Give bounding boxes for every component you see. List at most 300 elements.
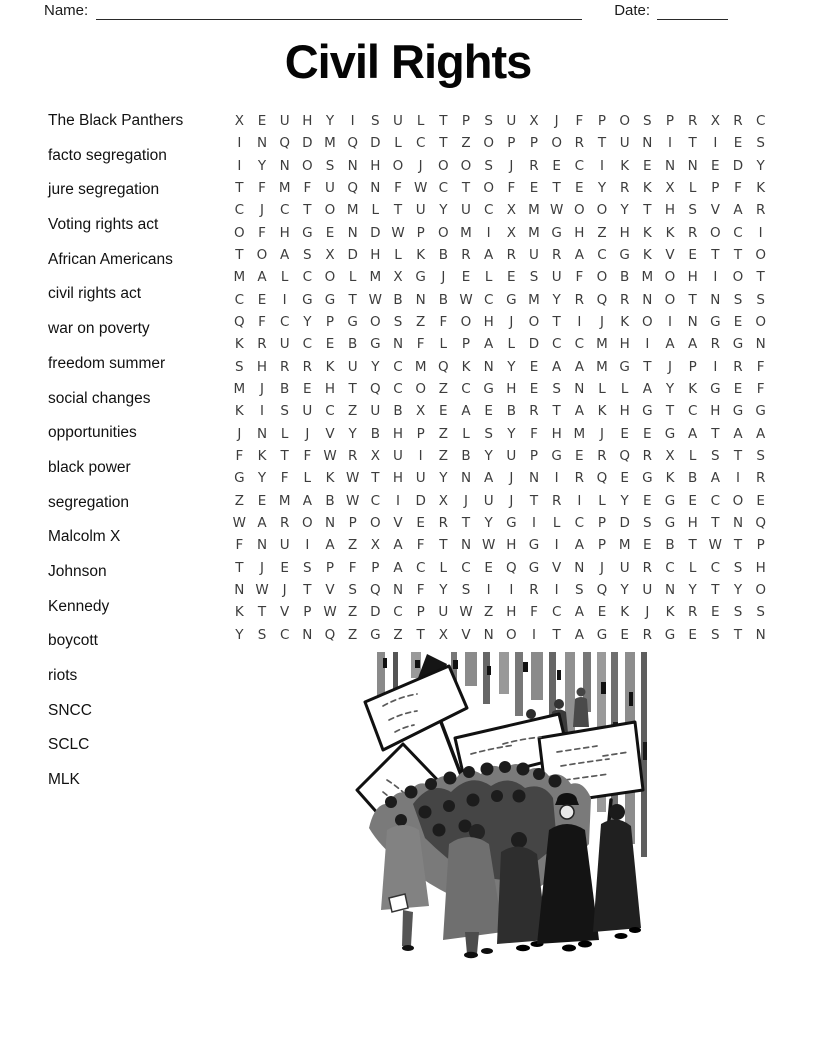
grid-cell: Z — [461, 135, 471, 152]
grid-cell: G — [528, 537, 540, 554]
grid-cell: I — [282, 291, 287, 308]
grid-cell: V — [461, 626, 471, 643]
grid-cell: S — [575, 582, 584, 599]
grid-cell: E — [257, 291, 267, 308]
grid-cell: B — [348, 336, 358, 353]
grid-cell: C — [483, 291, 494, 308]
grid-cell: Z — [438, 425, 448, 442]
grid-cell: N — [347, 157, 358, 174]
grid-cell: S — [756, 135, 765, 152]
grid-cell: N — [256, 135, 268, 152]
grid-cell: R — [347, 448, 358, 465]
grid-cell: A — [393, 559, 403, 576]
grid-cell: T — [439, 113, 448, 130]
grid-cell: S — [393, 314, 403, 331]
grid-cell: M — [278, 492, 291, 509]
grid-cell: S — [325, 157, 335, 174]
grid-cell: O — [392, 157, 404, 174]
grid-cell: W — [255, 582, 269, 599]
grid-cell: Q — [596, 582, 608, 599]
grid-cell: G — [732, 403, 744, 420]
grid-cell: R — [642, 559, 653, 576]
grid-cell: T — [280, 448, 289, 465]
grid-cell: N — [483, 626, 494, 643]
grid-cell: U — [619, 135, 630, 152]
grid-cell: G — [619, 358, 630, 375]
grid-cell: H — [687, 269, 698, 286]
grid-cell: B — [280, 381, 290, 398]
grid-cell: P — [348, 515, 357, 532]
grid-cell: Q — [619, 448, 630, 465]
grid-cell: U — [393, 448, 403, 465]
grid-cell: L — [598, 492, 606, 509]
grid-cell: S — [711, 626, 720, 643]
grid-cell: V — [710, 202, 720, 219]
grid-cell: Q — [324, 626, 336, 643]
grid-cell: O — [710, 224, 721, 241]
grid-cell: O — [551, 135, 562, 152]
grid-cell: C — [574, 157, 585, 174]
grid-cell: B — [393, 403, 403, 420]
grid-cell: N — [234, 582, 245, 599]
grid-cell: N — [460, 537, 472, 554]
grid-cell: I — [554, 470, 559, 487]
grid-cell: N — [392, 336, 404, 353]
grid-cell: P — [461, 336, 471, 353]
grid-cell: R — [279, 515, 290, 532]
grid-cell: N — [732, 515, 744, 532]
grid-cell: L — [348, 269, 357, 286]
grid-cell: P — [688, 358, 697, 375]
grid-cell: T — [552, 314, 561, 331]
grid-cell: N — [664, 157, 676, 174]
grid-cell: T — [756, 269, 765, 286]
grid-cell: G — [664, 492, 676, 509]
grid-cell: M — [278, 180, 291, 197]
grid-cell: K — [620, 157, 630, 174]
grid-cell: I — [554, 582, 559, 599]
grid-cell: D — [619, 515, 630, 532]
grid-cell: R — [257, 336, 267, 353]
grid-cell: T — [711, 247, 720, 264]
grid-cell: C — [461, 381, 471, 398]
grid-cell: H — [302, 113, 313, 130]
grid-cell: T — [303, 582, 312, 599]
grid-cell: I — [713, 358, 718, 375]
grid-cell: O — [664, 291, 676, 308]
grid-cell: S — [756, 604, 765, 621]
name-label: Name: — [44, 2, 89, 19]
grid-cell: R — [755, 202, 766, 219]
grid-cell: T — [711, 582, 720, 599]
grid-cell: R — [710, 336, 721, 353]
grid-cell: P — [597, 515, 607, 532]
grid-cell: O — [324, 269, 336, 286]
grid-cell: C — [279, 314, 290, 331]
grid-cell: D — [370, 604, 381, 621]
grid-cell: F — [530, 425, 538, 442]
grid-cell: Y — [688, 582, 697, 599]
grid-cell: O — [664, 269, 676, 286]
grid-cell: U — [438, 604, 449, 621]
grid-cell: F — [303, 180, 312, 197]
grid-cell: F — [756, 358, 765, 375]
grid-cell: G — [596, 626, 608, 643]
word-list-item: Malcolm X — [48, 528, 121, 546]
grid-cell: R — [755, 470, 766, 487]
grid-cell: Y — [439, 470, 448, 487]
grid-cell: G — [528, 559, 540, 576]
grid-cell: Z — [348, 537, 358, 554]
grid-cell: R — [642, 448, 653, 465]
grid-cell: F — [575, 269, 584, 286]
grid-cell: E — [325, 224, 335, 241]
grid-cell: X — [393, 269, 403, 286]
grid-cell: C — [551, 336, 562, 353]
grid-cell: T — [348, 291, 357, 308]
grid-cell: G — [551, 448, 562, 465]
grid-cell: Q — [234, 314, 245, 331]
grid-cell: P — [665, 113, 675, 130]
grid-cell: S — [643, 515, 652, 532]
grid-cell: F — [575, 113, 584, 130]
grid-cell: C — [710, 559, 721, 576]
grid-cell: A — [393, 537, 403, 554]
grid-cell: C — [483, 202, 494, 219]
grid-cell: B — [438, 291, 448, 308]
grid-cell: M — [233, 381, 246, 398]
grid-cell: S — [484, 113, 493, 130]
grid-cell: K — [234, 336, 244, 353]
word-list-item: The Black Panthers — [48, 112, 184, 129]
grid-cell: R — [529, 403, 539, 420]
grid-cell: S — [348, 582, 357, 599]
grid-cell: P — [416, 224, 425, 241]
grid-cell: U — [483, 492, 494, 509]
grid-cell: K — [642, 224, 652, 241]
grid-cell: E — [688, 626, 697, 643]
grid-cell: X — [370, 537, 380, 554]
grid-cell: T — [348, 381, 357, 398]
grid-cell: G — [710, 381, 721, 398]
grid-cell: A — [257, 515, 267, 532]
grid-cell: U — [370, 403, 381, 420]
grid-cell: O — [302, 515, 313, 532]
grid-cell: M — [414, 358, 427, 375]
grid-cell: G — [755, 403, 766, 420]
grid-cell: X — [438, 492, 448, 509]
grid-cell: K — [416, 247, 426, 264]
grid-cell: N — [392, 582, 404, 599]
grid-cell: G — [506, 515, 517, 532]
grid-cell: S — [303, 559, 312, 576]
grid-cell: A — [257, 269, 267, 286]
grid-cell: Y — [620, 202, 629, 219]
grid-cell: E — [620, 626, 629, 643]
grid-cell: A — [574, 247, 584, 264]
grid-cell: H — [710, 403, 721, 420]
grid-cell: A — [552, 358, 562, 375]
grid-cell: E — [461, 269, 471, 286]
grid-cell: K — [642, 180, 652, 197]
word-list-item: SNCC — [48, 701, 92, 719]
grid-cell: Z — [438, 381, 448, 398]
grid-cell: J — [554, 113, 559, 130]
grid-cell: N — [528, 470, 540, 487]
grid-cell: T — [439, 135, 448, 152]
grid-cell: A — [756, 425, 766, 442]
grid-cell: G — [642, 470, 653, 487]
grid-cell: R — [574, 135, 585, 152]
grid-cell: Y — [439, 582, 448, 599]
grid-cell: Q — [596, 470, 608, 487]
grid-cell: R — [687, 113, 698, 130]
word-list-item: segregation — [48, 493, 130, 511]
grid-cell: S — [484, 425, 493, 442]
grid-cell: V — [393, 515, 403, 532]
grid-cell: I — [713, 135, 718, 152]
grid-cell: C — [461, 559, 471, 576]
word-list-item: jure segregation — [48, 181, 160, 199]
grid-cell: J — [305, 425, 310, 442]
word-list-item: MLK — [48, 771, 80, 789]
grid-cell: Y — [303, 314, 312, 331]
grid-cell: U — [279, 336, 290, 353]
grid-cell: U — [506, 448, 517, 465]
grid-cell: O — [642, 314, 653, 331]
grid-cell: H — [506, 537, 517, 554]
grid-cell: S — [756, 448, 765, 465]
grid-cell: P — [416, 425, 425, 442]
grid-cell: T — [371, 470, 380, 487]
grid-cell: P — [325, 559, 335, 576]
grid-cell: O — [256, 247, 268, 264]
grid-cell: M — [528, 291, 540, 308]
grid-cell: T — [733, 626, 743, 643]
grid-cell: T — [257, 604, 267, 621]
grid-cell: A — [733, 202, 743, 219]
grid-cell: I — [668, 314, 672, 331]
grid-cell: C — [393, 358, 403, 375]
grid-cell: G — [664, 425, 676, 442]
grid-cell: S — [280, 403, 289, 420]
grid-cell: R — [687, 604, 698, 621]
grid-cell: H — [324, 381, 336, 398]
grid-cell: E — [711, 604, 720, 621]
grid-cell: I — [237, 157, 242, 174]
grid-cell: Y — [620, 492, 629, 509]
grid-cell: X — [506, 224, 516, 241]
grid-cell: U — [415, 202, 426, 219]
grid-cell: W — [323, 604, 337, 621]
grid-cell: E — [597, 604, 607, 621]
grid-cell: B — [325, 492, 335, 509]
grid-cell: T — [733, 537, 743, 554]
grid-cell: B — [688, 470, 698, 487]
grid-cell: J — [418, 157, 423, 174]
grid-cell: E — [620, 425, 629, 442]
grid-cell: A — [325, 537, 335, 554]
grid-cell: T — [461, 180, 471, 197]
grid-cell: F — [756, 381, 765, 398]
grid-cell: M — [641, 269, 654, 286]
grid-cell: V — [665, 247, 675, 264]
grid-cell: B — [393, 291, 403, 308]
grid-cell: C — [234, 291, 245, 308]
grid-cell: F — [348, 559, 357, 576]
grid-cell: N — [642, 135, 653, 152]
grid-cell: J — [600, 425, 604, 442]
grid-cell: T — [711, 425, 720, 442]
grid-cell: J — [237, 425, 242, 442]
grid-cell: C — [302, 269, 313, 286]
grid-cell: F — [280, 470, 289, 487]
grid-cell: S — [529, 269, 539, 286]
grid-cell: A — [688, 336, 698, 353]
grid-cell: K — [756, 180, 766, 197]
grid-cell: Z — [393, 626, 403, 643]
grid-cell: I — [305, 537, 310, 554]
grid-cell: N — [256, 425, 268, 442]
grid-cell: Q — [347, 135, 358, 152]
grid-cell: I — [350, 113, 355, 130]
grid-cell: A — [733, 425, 743, 442]
grid-cell: X — [438, 626, 448, 643]
grid-cell: H — [370, 157, 381, 174]
grid-cell: Q — [347, 180, 358, 197]
grid-cell: B — [620, 269, 630, 286]
grid-cell: B — [370, 425, 380, 442]
grid-cell: F — [734, 180, 742, 197]
grid-cell: T — [552, 626, 561, 643]
page-title: Civil Rights — [284, 35, 532, 88]
grid-cell: L — [688, 448, 697, 465]
grid-cell: D — [302, 135, 313, 152]
grid-cell: E — [756, 492, 765, 509]
grid-cell: R — [574, 291, 585, 308]
grid-cell: T — [235, 180, 244, 197]
grid-cell: N — [574, 381, 585, 398]
grid-cell: F — [258, 224, 266, 241]
grid-cell: I — [758, 224, 763, 241]
grid-cell: J — [509, 314, 514, 331]
grid-cell: G — [234, 470, 245, 487]
grid-cell: W — [481, 537, 496, 554]
grid-cell: V — [325, 582, 335, 599]
grid-cell: N — [687, 314, 698, 331]
grid-cell: E — [733, 381, 743, 398]
grid-cell: K — [642, 247, 652, 264]
grid-cell: Q — [438, 358, 449, 375]
grid-cell: L — [688, 180, 697, 197]
grid-cell: H — [619, 224, 630, 241]
grid-cell: E — [643, 157, 652, 174]
grid-cell: L — [462, 425, 470, 442]
grid-cell: Y — [665, 381, 675, 398]
grid-cell: I — [486, 582, 491, 599]
grid-cell: H — [755, 559, 766, 576]
grid-cell: E — [257, 113, 267, 130]
grid-cell: F — [258, 180, 266, 197]
grid-cell: C — [665, 559, 675, 576]
grid-cell: A — [642, 381, 652, 398]
grid-cell: S — [733, 291, 743, 308]
grid-cell: O — [755, 314, 766, 331]
grid-cell: S — [643, 113, 652, 130]
grid-cell: I — [736, 470, 740, 487]
grid-cell: H — [392, 425, 404, 442]
grid-cell: D — [347, 247, 358, 264]
grid-cell: P — [756, 537, 765, 554]
grid-cell: Y — [507, 425, 516, 442]
grid-cell: H — [619, 336, 630, 353]
grid-cell: T — [529, 492, 539, 509]
grid-cell: F — [258, 314, 266, 331]
grid-cell: X — [370, 448, 380, 465]
word-list-item: Kennedy — [48, 597, 110, 615]
grid-cell: K — [461, 358, 471, 375]
grid-cell: M — [324, 135, 336, 152]
grid-cell: C — [438, 180, 449, 197]
grid-cell: L — [484, 269, 493, 286]
grid-cell: A — [484, 247, 494, 264]
grid-cell: X — [665, 448, 675, 465]
grid-cell: H — [256, 358, 268, 375]
grid-cell: A — [574, 537, 584, 554]
grid-cell: Z — [348, 604, 358, 621]
word-list-item: African Americans — [48, 250, 173, 268]
grid-cell: R — [529, 582, 539, 599]
grid-cell: Z — [484, 604, 494, 621]
grid-cell: K — [620, 604, 630, 621]
grid-cell: O — [370, 314, 381, 331]
grid-cell: N — [370, 180, 381, 197]
grid-cell: E — [733, 314, 743, 331]
grid-cell: L — [439, 336, 448, 353]
grid-cell: X — [416, 403, 426, 420]
grid-cell: V — [325, 425, 335, 442]
grid-cell: T — [439, 537, 448, 554]
grid-cell: P — [597, 537, 607, 554]
grid-cell: I — [577, 314, 582, 331]
grid-cell: X — [529, 113, 539, 130]
grid-cell: W — [459, 291, 473, 308]
grid-cell: E — [529, 381, 539, 398]
grid-cell: G — [324, 291, 336, 308]
grid-cell: A — [484, 470, 494, 487]
grid-cell: O — [460, 314, 472, 331]
grid-cell: X — [665, 180, 675, 197]
grid-cell: F — [439, 314, 448, 331]
grid-cell: E — [325, 336, 335, 353]
grid-cell: S — [235, 358, 244, 375]
grid-cell: R — [687, 224, 698, 241]
grid-cell: K — [665, 224, 675, 241]
grid-cell: B — [665, 537, 675, 554]
grid-cell: R — [642, 626, 653, 643]
grid-cell: U — [393, 113, 403, 130]
grid-cell: X — [325, 247, 335, 264]
grid-cell: N — [415, 291, 426, 308]
grid-cell: O — [732, 492, 744, 509]
grid-cell: D — [415, 492, 426, 509]
grid-cell: C — [234, 202, 245, 219]
grid-cell: E — [643, 425, 652, 442]
grid-cell: E — [529, 180, 539, 197]
grid-cell: N — [460, 470, 472, 487]
grid-cell: E — [688, 492, 697, 509]
grid-cell: O — [302, 157, 313, 174]
